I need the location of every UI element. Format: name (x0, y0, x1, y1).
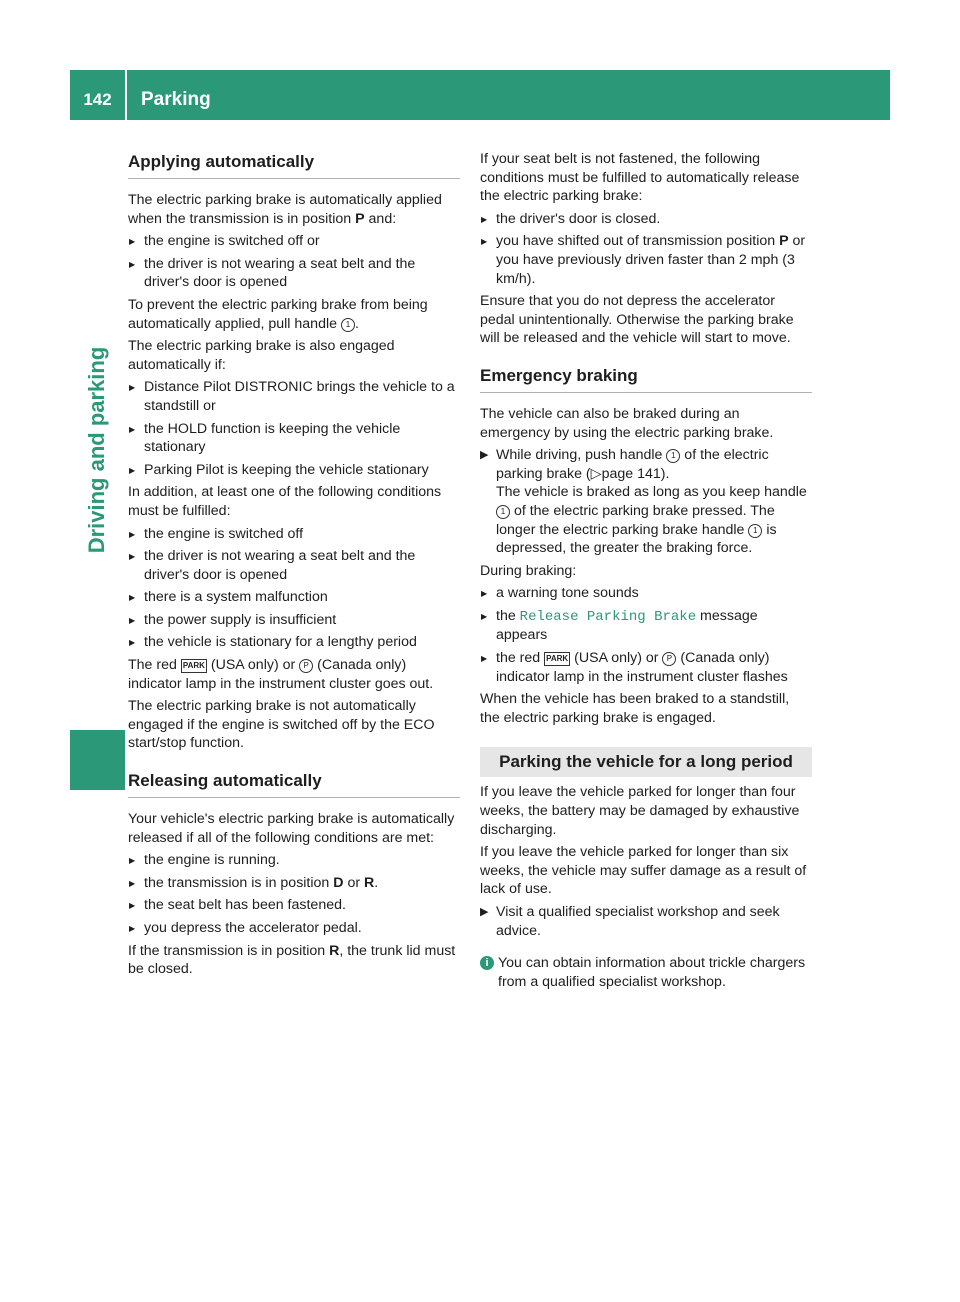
handle-1-icon: 1 (748, 524, 762, 538)
list-item: ▶ you have shifted out of transmission position P or you have previously driven faster than 2 mph (3 km/h). (480, 232, 812, 288)
list-item: ▶ the power supply is insufficient (128, 611, 460, 630)
paragraph: When the vehicle has been braked to a standstill, the electric parking brake is engaged. (480, 691, 790, 726)
handle-1-icon: 1 (341, 318, 355, 332)
list-item: ▶ a warning tone sounds (480, 584, 812, 603)
list-item: ▶ the driver's door is closed. (480, 210, 812, 229)
handle-1-icon: 1 (496, 505, 510, 519)
list-item: ▶ the red PARK (USA only) or P (Canada only) indicator lamp in the instrument cluster flashes (480, 649, 812, 686)
paragraph: The vehicle can also be braked during an emergency by using the electric parking brake. (480, 405, 774, 441)
list-item: ▶ Distance Pilot DISTRONIC brings the vehicle to a standstill or (128, 378, 460, 415)
list-item: ▶ the engine is switched off or (128, 232, 460, 251)
instruction-item: ▶ While driving, push handle 1 of the electric parking brake (▷page 141). The vehicle is braked as long as you keep handle 1 of the electric parking brake pressed. The longer the electric parking brake handle 1 is depressed, the greater the braking force. (480, 446, 812, 558)
page-reference[interactable]: page 141 (601, 465, 661, 482)
section-title: Parking (141, 89, 211, 110)
paragraph: In addition, at least one of the following conditions must be fulfilled: (128, 484, 442, 519)
canada-brake-lamp-icon: P (662, 652, 676, 666)
paragraph: If you leave the vehicle parked for longer than six weeks, the vehicle may suffer damage as a result of lack of use. (480, 844, 807, 898)
list-item: ▶ the transmission is in position D or R. (128, 874, 460, 893)
display-message: Release Parking Brake (519, 608, 697, 625)
heading-releasing: Releasing automatically (128, 769, 460, 798)
paragraph: If the transmission is in position R, the trunk lid must be closed. (128, 942, 456, 978)
paragraph: The red PARK (USA only) or P (Canada only) indicator lamp in the instrument cluster goes out. (128, 657, 434, 692)
paragraph: If you leave the vehicle parked for longer than four weeks, the battery may be damaged by exhaustive discharging. (480, 784, 800, 838)
list-item: ▶ the driver is not wearing a seat belt and the driver's door is opened (128, 547, 460, 584)
list-item: ▶ the HOLD function is keeping the vehicle stationary (128, 420, 460, 457)
park-lamp-icon: PARK (544, 652, 570, 666)
park-lamp-icon: PARK (181, 659, 207, 673)
paragraph: The electric parking brake is automatically applied when the transmission is in position P and: (128, 192, 442, 227)
list-item: ▶ you depress the accelerator pedal. (128, 919, 460, 938)
left-column (128, 150, 460, 983)
list-item: ▶ the Release Parking Brake message appears (480, 607, 812, 645)
handle-1-icon: 1 (666, 449, 680, 463)
heading-long-period: Parking the vehicle for a long period (480, 747, 812, 777)
paragraph: During braking: (480, 562, 577, 579)
heading-applying: Applying automatically (128, 150, 460, 179)
page-number: 142 (83, 90, 112, 109)
info-icon: i (480, 956, 494, 970)
list-item: ▶ there is a system malfunction (128, 588, 460, 607)
side-tab-marker (70, 730, 125, 790)
side-tab-label: Driving and parking (84, 346, 109, 554)
paragraph: To prevent the electric parking brake from being automatically applied, pull handle 1 . (128, 296, 428, 332)
info-note: i You can obtain information about trickle chargers from a qualified specialist workshop. (480, 954, 812, 991)
header-divider (125, 70, 127, 120)
list-item: ▶ the seat belt has been fastened. (128, 896, 460, 915)
paragraph: The electric parking brake is also engaged automatically if: (128, 338, 395, 373)
list-item: ▶ the engine is running. (128, 851, 460, 870)
paragraph: Your vehicle's electric parking brake is automatically released if all of the following conditions are met: (128, 811, 455, 846)
list-item: ▶ the driver is not wearing a seat belt and the driver's door is opened (128, 255, 460, 292)
list-item: ▶ Parking Pilot is keeping the vehicle stationary (128, 461, 460, 480)
paragraph: Ensure that you do not depress the accelerator pedal unintentionally. Otherwise the parking brake will be released and the vehicle will start to move. (480, 293, 794, 347)
paragraph: If your seat belt is not fastened, the following conditions must be fulfilled to automatically release the electric parking brake: (480, 151, 800, 205)
list-item: ▶ the vehicle is stationary for a lengthy period (128, 633, 460, 652)
paragraph: The electric parking brake is not automatically engaged if the engine is switched off by the ECO start/stop function. (128, 698, 435, 752)
canada-brake-lamp-icon: P (299, 659, 313, 673)
page-ref-arrow-icon: ▷ (590, 465, 602, 482)
instruction-item: ▶ Visit a qualified specialist workshop and seek advice. (480, 903, 812, 940)
right-column (480, 150, 812, 991)
heading-emergency: Emergency braking (480, 364, 812, 393)
list-item: ▶ the engine is switched off (128, 525, 460, 544)
